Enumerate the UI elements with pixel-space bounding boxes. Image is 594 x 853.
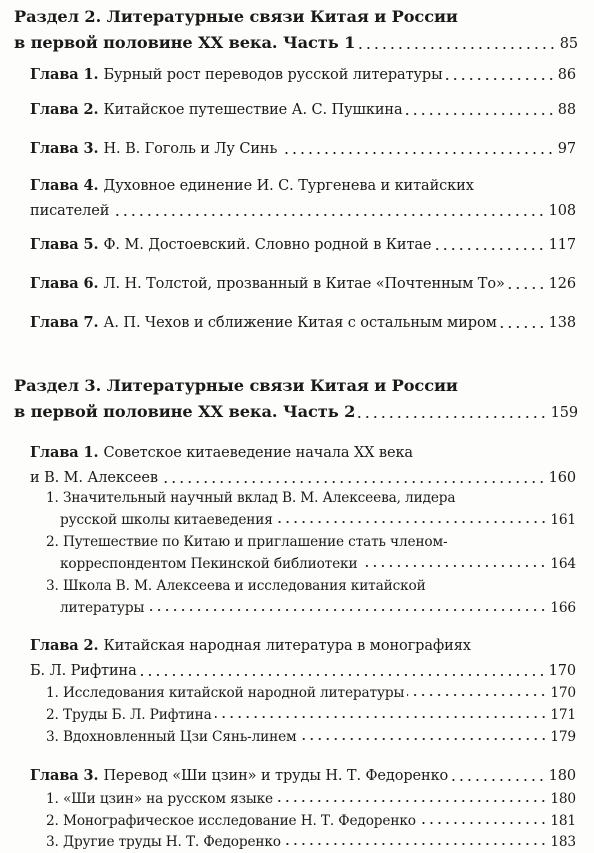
page-number: 180: [550, 791, 576, 807]
page-number: 138: [548, 315, 576, 331]
subsection-entry[interactable]: [46, 788, 576, 810]
page-number: 97: [557, 141, 576, 157]
subsection-entry[interactable]: [46, 831, 576, 853]
chapter-title: Л. Н. Толстой, прозванный в Китае «Почтенным То»: [103, 276, 505, 292]
dot-leader: [140, 674, 546, 676]
chapter-label: Глава 5.: [30, 236, 99, 253]
subsection-title-cont: литературы: [60, 600, 145, 616]
page-number: 166: [550, 600, 576, 616]
page-number: 170: [550, 685, 576, 701]
subsection-entry[interactable]: [46, 726, 576, 748]
subsection-title: 2. Путешествие по Китаю и приглашение стать членом-: [46, 534, 448, 550]
subsection-title: 2. Труды Б. Л. Рифтина: [46, 707, 212, 723]
section-3-heading[interactable]: [14, 373, 578, 426]
dot-leader: [284, 843, 547, 845]
chapter-label: Глава 4.: [30, 177, 99, 194]
chapter-entry[interactable]: [30, 440, 576, 491]
subsection-title: 1. Значительный научный вклад В. М. Алексеева, лидера: [46, 490, 456, 506]
page-number: 126: [548, 276, 576, 292]
subsection-title: 1. «Ши цзин» на русском языке: [46, 791, 273, 807]
chapter-title: Ф. М. Достоевский. Словно родной в Китае: [103, 237, 432, 253]
chapter-entry[interactable]: [30, 173, 576, 224]
chapter-entry[interactable]: [30, 232, 576, 258]
section-2-heading[interactable]: [14, 4, 578, 57]
chapter-entry[interactable]: [30, 310, 576, 336]
chapter-label: Глава 1.: [30, 444, 99, 461]
chapter-entry[interactable]: [30, 271, 576, 297]
chapter-label: Глава 3.: [30, 140, 99, 157]
page-number: 108: [548, 203, 576, 219]
chapter-entry[interactable]: [30, 97, 576, 123]
section-title-line1: Раздел 2. Литературные связи Китая и России: [14, 7, 458, 26]
dot-leader: [500, 326, 546, 328]
page-number: 159: [550, 405, 578, 421]
chapter-entry[interactable]: [30, 763, 576, 789]
dot-leader: [358, 416, 547, 418]
page-number: 183: [550, 834, 576, 850]
page-number: 88: [557, 102, 576, 118]
chapter-entry[interactable]: [30, 136, 576, 162]
page-number: 117: [548, 237, 576, 253]
dot-leader: [407, 694, 547, 696]
chapter-label: Глава 2.: [30, 637, 99, 654]
chapter-label: Глава 2.: [30, 101, 99, 118]
chapter-title: Бурный рост переводов русской литературы: [103, 67, 443, 83]
chapter-entry[interactable]: [30, 62, 576, 88]
dot-leader: [161, 481, 546, 483]
subsection-entry[interactable]: [46, 575, 576, 619]
subsection-title: 2. Монографическое исследование Н. Т. Федоренко: [46, 813, 416, 829]
page-number: 180: [548, 768, 576, 784]
page-number: 85: [559, 36, 578, 52]
chapter-title: Китайское путешествие А. С. Пушкина: [103, 102, 403, 118]
dot-leader: [276, 800, 547, 802]
chapter-title: А. П. Чехов и сближение Китая с остальным миром: [103, 315, 497, 331]
page-number: 171: [550, 707, 576, 723]
chapter-title-cont: писателей: [30, 203, 110, 219]
page-number: 179: [550, 729, 576, 745]
subsection-title-cont: корреспондентом Пекинской библиотеки: [60, 556, 358, 572]
page-number: 164: [550, 556, 576, 572]
chapter-title-cont: и В. М. Алексеев: [30, 470, 158, 486]
page-number: 160: [548, 470, 576, 486]
dot-leader: [451, 779, 545, 781]
dot-leader: [508, 287, 546, 289]
page-number: 161: [550, 512, 576, 528]
dot-leader: [406, 113, 555, 115]
dot-leader: [300, 738, 548, 740]
dot-leader: [360, 565, 547, 567]
chapter-title: Духовное единение И. С. Тургенева и китайских: [103, 178, 474, 194]
chapter-label: Глава 7.: [30, 314, 99, 331]
dot-leader: [419, 822, 547, 824]
dot-leader: [215, 716, 548, 718]
dot-leader: [276, 521, 548, 523]
subsection-entry[interactable]: [46, 682, 576, 704]
dot-leader: [434, 248, 545, 250]
dot-leader: [112, 214, 545, 216]
chapter-label: Глава 6.: [30, 275, 99, 292]
chapter-title-cont: Б. Л. Рифтина: [30, 663, 137, 679]
page-number: 181: [550, 813, 576, 829]
chapter-label: Глава 3.: [30, 767, 99, 784]
dot-leader: [446, 78, 555, 80]
subsection-entry[interactable]: [46, 704, 576, 726]
subsection-entry[interactable]: [46, 810, 576, 832]
subsection-title: 3. Другие труды Н. Т. Федоренко: [46, 834, 281, 850]
subsection-entry[interactable]: [46, 531, 576, 575]
dot-leader: [358, 47, 556, 49]
subsection-entry[interactable]: [46, 487, 576, 531]
chapter-title: Н. В. Гоголь и Лу Синь: [103, 141, 278, 157]
chapter-title: Китайская народная литература в монографиях: [103, 638, 471, 654]
subsection-title: 3. Вдохновленный Цзи Сянь-линем: [46, 729, 297, 745]
page-number: 170: [548, 663, 576, 679]
chapter-title: Перевод «Ши цзин» и труды Н. Т. Федоренко: [103, 768, 449, 784]
chapter-label: Глава 1.: [30, 66, 99, 83]
section-title-line1: Раздел 3. Литературные связи Китая и России: [14, 376, 458, 395]
subsection-title: 1. Исследования китайской народной литературы: [46, 685, 405, 701]
section-title-line2: в первой половине XX века. Часть 2: [14, 402, 356, 421]
dot-leader: [280, 152, 554, 154]
page-number: 86: [557, 67, 576, 83]
section-title-line2: в первой половине XX века. Часть 1: [14, 33, 356, 52]
chapter-entry[interactable]: [30, 633, 576, 684]
subsection-title-cont: русской школы китаеведения: [60, 512, 273, 528]
subsection-title: 3. Школа В. М. Алексеева и исследования китайской: [46, 578, 426, 594]
dot-leader: [147, 609, 547, 611]
chapter-title: Советское китаеведение начала XX века: [103, 445, 413, 461]
